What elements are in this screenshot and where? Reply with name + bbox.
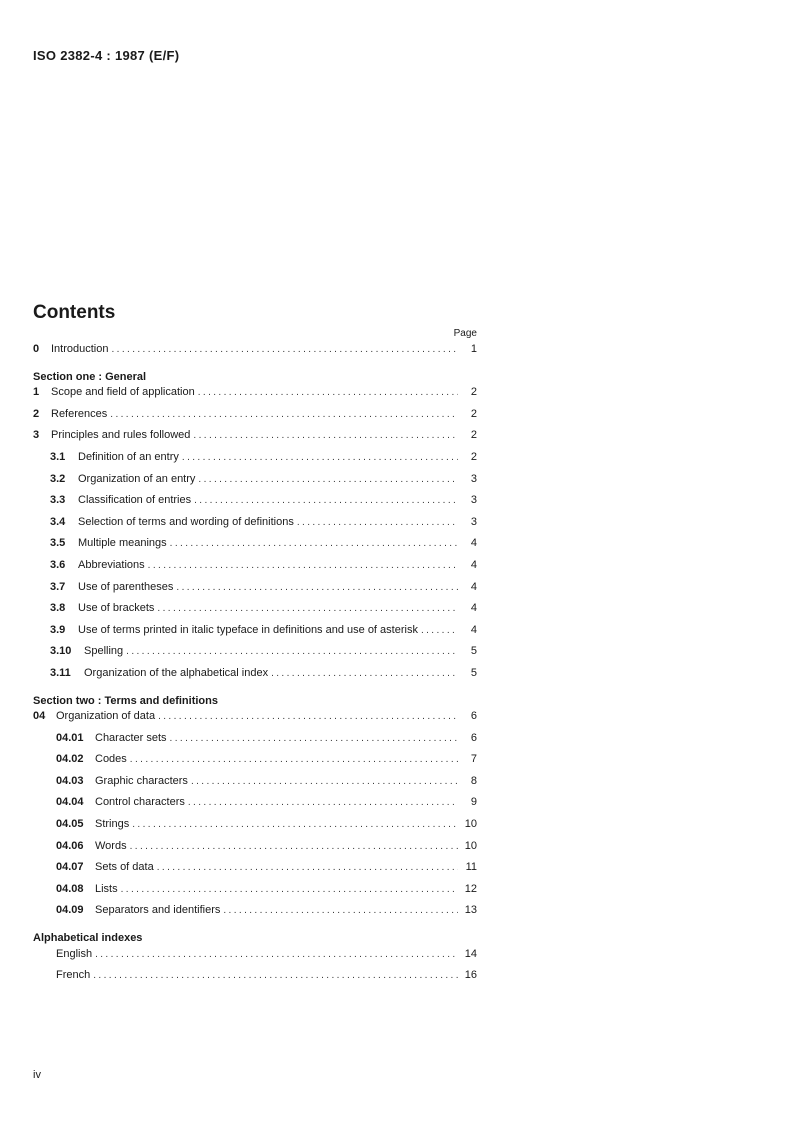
toc-subentry[interactable]	[33, 840, 477, 862]
toc-subentry[interactable]	[33, 537, 477, 559]
toc-index-entry[interactable]	[33, 969, 477, 991]
toc-subentry[interactable]	[33, 796, 477, 818]
leader-dots	[170, 733, 458, 744]
toc-entry-page: 16	[464, 969, 477, 982]
toc-entry-page: 14	[464, 947, 477, 960]
toc-entry-page: 11	[465, 861, 477, 874]
toc-entry-number: 3.2	[50, 472, 66, 485]
table-of-contents	[33, 343, 477, 991]
toc-entry-page: 8	[470, 774, 477, 787]
toc-subentry[interactable]	[33, 602, 477, 624]
contents-title: Contents	[33, 302, 116, 323]
toc-entry[interactable]	[33, 710, 477, 732]
toc-subentry[interactable]	[33, 883, 477, 905]
toc-entry-page: 4	[470, 623, 477, 636]
toc-entry-title: Organization of the alphabetical index	[84, 666, 269, 679]
leader-dots	[130, 841, 458, 852]
toc-subentry[interactable]	[33, 904, 477, 926]
leader-dots	[95, 949, 458, 960]
toc-entry-page: 4	[470, 537, 477, 550]
leader-dots	[93, 970, 458, 981]
toc-entry-title: Separators and identifiers	[95, 904, 221, 917]
toc-entry-number: 04.06	[56, 839, 84, 852]
section-two-heading: Section two : Terms and definitions	[33, 694, 218, 707]
toc-entry-number: 3.7	[50, 580, 66, 593]
leader-dots	[157, 862, 458, 873]
toc-entry[interactable]	[33, 429, 477, 451]
toc-entry-title: Introduction	[51, 343, 109, 355]
toc-entry-title: Use of brackets	[78, 602, 155, 615]
toc-entry-number: 3.6	[50, 558, 66, 571]
leader-dots	[193, 430, 458, 441]
toc-subentry[interactable]	[33, 732, 477, 754]
toc-entry-page: 10	[464, 839, 477, 852]
leader-dots	[126, 646, 458, 657]
toc-entry-page: 5	[470, 666, 477, 679]
toc-entry-number: 3.11	[50, 666, 71, 679]
toc-entry-number: 3	[33, 429, 40, 442]
toc-entry-title: English	[56, 947, 93, 960]
toc-entry-title: Strings	[95, 818, 130, 831]
toc-entry-number: 3.9	[50, 623, 66, 636]
toc-entry-title: French	[56, 969, 91, 982]
toc-entry-page: 9	[470, 796, 477, 809]
toc-subentry[interactable]	[33, 516, 477, 538]
leader-dots	[198, 474, 458, 485]
leader-dots	[170, 538, 458, 549]
toc-entry-title: Organization of an entry	[78, 472, 196, 485]
toc-subentry[interactable]	[33, 861, 477, 883]
toc-entry-title: Scope and field of application	[51, 386, 195, 399]
toc-subentry[interactable]	[33, 581, 477, 603]
toc-entry-title: Codes	[95, 753, 127, 766]
toc-entry-number: 04	[33, 710, 46, 723]
toc-entry-page: 7	[470, 753, 477, 766]
toc-entry-title: Organization of data	[56, 710, 156, 723]
toc-entry-number: 04.08	[56, 882, 84, 895]
leader-dots	[157, 603, 458, 614]
leader-dots	[421, 625, 458, 636]
leader-dots	[121, 884, 458, 895]
toc-entry-title: Spelling	[84, 645, 124, 658]
toc-entry-title: Control characters	[95, 796, 185, 809]
toc-entry-page: 4	[470, 602, 477, 615]
toc-entry-number: 3.8	[50, 602, 66, 615]
toc-subentry[interactable]	[33, 451, 477, 473]
leader-dots	[223, 905, 458, 916]
toc-entry-number: 04.04	[56, 796, 84, 809]
toc-entry-number: 3.3	[50, 494, 66, 507]
toc-entry-title: Abbreviations	[78, 558, 145, 571]
toc-subentry[interactable]	[33, 818, 477, 840]
leader-dots	[158, 711, 458, 722]
toc-subentry[interactable]	[33, 559, 477, 581]
toc-entry-title: Graphic characters	[95, 774, 188, 787]
toc-entry-page: 3	[470, 515, 477, 528]
toc-entry-page: 1	[470, 343, 477, 355]
toc-entry-title: Definition of an entry	[78, 450, 179, 463]
toc-entry-title: Use of parentheses	[78, 580, 174, 593]
toc-subentry[interactable]	[33, 624, 477, 646]
toc-subentry[interactable]	[33, 473, 477, 495]
toc-subentry[interactable]	[33, 645, 477, 667]
toc-entry-title: References	[51, 407, 108, 420]
toc-entry-page: 5	[470, 645, 477, 658]
toc-entry-page: 3	[470, 472, 477, 485]
toc-entry-title: Multiple meanings	[78, 537, 167, 550]
leader-dots	[191, 776, 458, 787]
toc-entry[interactable]	[33, 386, 477, 408]
toc-entry-number: 3.5	[50, 537, 66, 550]
leader-dots	[198, 387, 458, 398]
toc-entry-page: 2	[470, 407, 477, 420]
toc-entry-page: 3	[470, 494, 477, 507]
toc-index-entry[interactable]	[33, 948, 477, 970]
leader-dots	[271, 668, 458, 679]
document-code: ISO 2382-4 : 1987 (E/F)	[33, 48, 180, 63]
toc-entry-number: 1	[33, 386, 40, 399]
toc-entry-page: 10	[464, 818, 477, 831]
leader-dots	[110, 409, 458, 420]
indexes-heading: Alphabetical indexes	[33, 932, 143, 945]
toc-subentry[interactable]	[33, 775, 477, 797]
toc-entry-number: 3.10	[50, 645, 72, 658]
toc-subentry[interactable]	[33, 753, 477, 775]
leader-dots	[148, 560, 458, 571]
leader-dots	[111, 344, 458, 355]
toc-entry-title: Words	[95, 839, 127, 852]
toc-entry-page: 6	[470, 710, 477, 723]
toc-entry-number: 04.03	[56, 774, 84, 787]
leader-dots	[130, 754, 458, 765]
leader-dots	[297, 517, 458, 528]
toc-entry-title: Sets of data	[95, 861, 154, 874]
toc-entry-number: 04.07	[56, 861, 84, 874]
toc-entry-page: 2	[470, 450, 477, 463]
toc-entry-title: Use of terms printed in italic typeface in definitions and use of asterisk	[78, 623, 418, 636]
toc-entry-number: 2	[33, 407, 40, 420]
toc-entry-page: 13	[464, 904, 477, 917]
leader-dots	[194, 495, 458, 506]
toc-entry-page: 4	[470, 558, 477, 571]
toc-entry-title: Lists	[95, 882, 118, 895]
leader-dots	[182, 452, 458, 463]
toc-entry-title: Character sets	[95, 731, 167, 744]
toc-subentry[interactable]	[33, 667, 477, 689]
toc-entry-number: 3.1	[50, 450, 66, 463]
leader-dots	[188, 797, 458, 808]
toc-entry-page: 6	[470, 731, 477, 744]
toc-entry-number: 0	[33, 343, 40, 355]
leader-dots	[132, 819, 458, 830]
page-column-label: Page	[453, 328, 477, 339]
toc-entry-page: 12	[464, 882, 477, 895]
toc-entry-page: 2	[470, 429, 477, 442]
leader-dots	[176, 582, 458, 593]
toc-entry-introduction[interactable]	[33, 343, 477, 365]
toc-entry[interactable]	[33, 408, 477, 430]
toc-entry-title: Classification of entries	[78, 494, 192, 507]
toc-entry-number: 04.02	[56, 753, 84, 766]
toc-entry-number: 04.01	[56, 731, 84, 744]
toc-entry-title: Selection of terms and wording of definitions	[78, 515, 294, 528]
section-one-heading: Section one : General	[33, 370, 147, 383]
toc-entry-page: 2	[470, 386, 477, 399]
toc-subentry[interactable]	[33, 494, 477, 516]
footer-page-number: iv	[33, 1069, 41, 1081]
toc-entry-number: 3.4	[50, 515, 66, 528]
toc-entry-title: Principles and rules followed	[51, 429, 191, 442]
toc-entry-number: 04.05	[56, 818, 84, 831]
toc-entry-page: 4	[470, 580, 477, 593]
toc-entry-number: 04.09	[56, 904, 84, 917]
